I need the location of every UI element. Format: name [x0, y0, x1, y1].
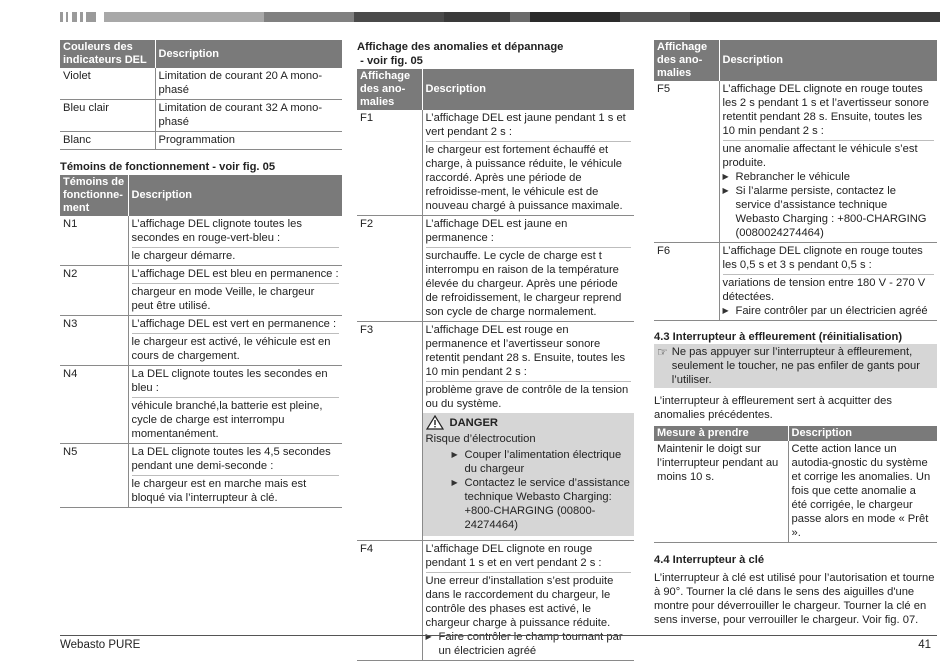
action-table — [654, 426, 937, 543]
table-header: Description — [788, 426, 937, 441]
table-row: F4 L’affichage DEL clignote en rouge pendant 1 s et en vert pendant 2 s : Une erreur d’installation s’est produite dans le raccordement du chargeur, le contrôle des phases est activé, le chargeur charge à puissance réduite. ▶ Faire contrôler le champ tournant par un électricien agréé — [357, 541, 634, 661]
table-row: F2 L’affichage DEL est jaune en permanence : surchauffe. Le cycle de charge est t interrompu en raison de la température élevée du chargeur. Après une période de refroidissement, le chargeur reprend son cycle de charge normalement. — [357, 216, 634, 322]
table-row: Violet Limitation de courant 20 A mono-phasé — [60, 68, 342, 100]
table-row: N3 L’affichage DEL est vert en permanence : le chargeur est activé, le véhicule est en cours de chargement. — [60, 316, 342, 366]
pointing-hand-icon: ☞ — [657, 345, 668, 359]
column-middle — [357, 40, 634, 661]
warning-triangle-icon — [426, 415, 444, 430]
page-number: 41 — [918, 639, 931, 651]
table-row: Maintenir le doigt sur l’interrupteur pendant au moins 10 s. Cette action lance un autodia-gnostic du système et corrige les anomalies. Un fois que cette anomalie a été corrigée, le chargeur passe alors en mode « Prêt ». — [654, 441, 937, 543]
table-header: Témoins de fonctionne-ment — [60, 175, 128, 216]
faults-table — [357, 69, 634, 661]
table-row: N1 L’affichage DEL clignote toutes les secondes en rouge-vert-bleu : le chargeur démarre. — [60, 216, 342, 266]
section-title: Affichage des anomalies et dépannage - voir fig. 05 — [357, 41, 564, 67]
table-header: Affichage des ano-malies — [357, 69, 422, 110]
table-header: Description — [128, 175, 342, 216]
table-row: F5 L’affichage DEL clignote en rouge toutes les 2 s pendant 1 s et l’avertisseur sonore retentit pendant 28 s. Ensuite, toutes les 10 min pendant 2 s : une anomalie affectant le véhicule s’est produite. ▶ Rebrancher le véhicule ▶ Si l’alarme persiste, contactez le service d’assistance technique Webasto Charging : +800-CHARGING (0080024274464) — [654, 81, 937, 243]
footer-title: Webasto PURE — [60, 639, 141, 651]
column-left — [60, 40, 342, 508]
note-box: ☞ Ne pas appuyer sur l’interrupteur à effleurement, seulement le toucher, ne pas enfiler de gants pour l’utiliser. — [654, 344, 937, 388]
table-header: Affichage des ano-malies — [654, 40, 719, 81]
table-row: N5 La DEL clignote toutes les 4,5 secondes pendant une demi-seconde : le chargeur est en marche mais est bloqué via l’interrupteur à clé. — [60, 444, 342, 508]
danger-box: DANGER Risque d’électrocution ▶ Couper l’alimentation électrique du chargeur ▶ Contactez le service d’assistance technique Webasto Charging: +800-CHARGING (00800-24274464) — [423, 413, 635, 536]
table-row: Bleu clair Limitation de courant 32 A mono-phasé — [60, 100, 342, 132]
table-row: N4 La DEL clignote toutes les secondes en bleu : véhicule branché,la batterie est pleine, cycle de charge est interrompu momentanément. — [60, 366, 342, 444]
page-footer — [60, 635, 937, 651]
faults-table-continued — [654, 40, 937, 321]
table-row: F6 L’affichage DEL clignote en rouge toutes les 0,5 s et 3 s pendant 0,5 s : variations de tension entre 180 V - 270 V détectées. ▶ Faire contrôler par un électricien agréé — [654, 243, 937, 321]
table-header: Mesure à prendre — [654, 426, 788, 441]
led-colors-table — [60, 40, 342, 150]
header-bar — [60, 12, 940, 22]
section-title: Témoins de fonctionnement - voir fig. 05 — [60, 161, 276, 173]
table-header: Description — [422, 69, 634, 110]
table-row: Blanc Programmation — [60, 132, 342, 150]
section-title: 4.3 Interrupteur à effleurement (réinitialisation) — [654, 331, 903, 343]
table-row: F3 L’affichage DEL est rouge en permanence et l’avertisseur sonore retentit pendant 28 s. Ensuite, toutes les 10 min pendant 2 s : problème grave de contrôle de la tension ou du système. DANGER Risque d’électrocution ▶ Couper l’alimentation électrique du chargeur ▶ Contactez le service d’assistance technique Webasto Charging: +800-CHARGING (00800-24274464) — [357, 322, 634, 541]
paragraph: L’interrupteur à clé est utilisé pour l’autorisation et tourne à 90°. Tourner la clé dans le sens des aiguilles d'une montre pour déverrouiller le chargeur. Tourner la clé en sens inverse, pour verrouiller le chargeur. Voir fig. 07. — [654, 572, 935, 626]
table-row: F1 L’affichage DEL est jaune pendant 1 s et vert pendant 2 s : le chargeur est fortement échauffé et charge, à puissance réduite, le véhicule raccordé. Après une période de refroidisse-ment, le véhicule est de nouveau chargé à puissance maximale. — [357, 110, 634, 216]
table-header: Description — [155, 40, 342, 68]
status-indicators-table — [60, 175, 342, 508]
table-row: N2 L’affichage DEL est bleu en permanence : chargeur en mode Veille, le chargeur peut être utilisé. — [60, 266, 342, 316]
section-title: 4.4 Interrupteur à clé — [654, 554, 765, 566]
table-header: Description — [719, 40, 937, 81]
table-header: Couleurs des indicateurs DEL — [60, 40, 155, 68]
paragraph: L’interrupteur à effleurement sert à acquitter des anomalies précédentes. — [654, 395, 892, 421]
column-right — [654, 40, 937, 627]
